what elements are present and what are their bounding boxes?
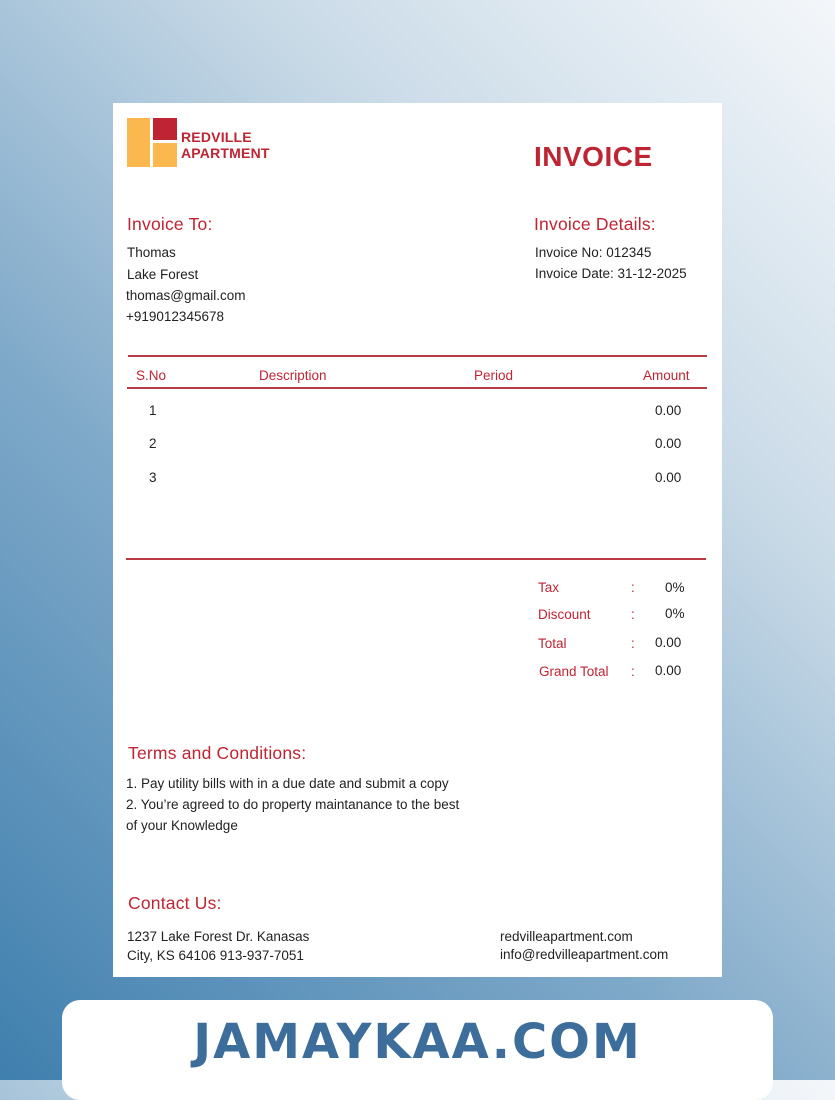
col-header-sno: S.No — [136, 368, 167, 383]
grand-total-label: Grand Total — [539, 664, 609, 679]
watermark-banner — [62, 1000, 773, 1100]
discount-separator: : — [631, 607, 635, 622]
contact-email: info@redvilleapartment.com — [500, 947, 669, 962]
col-header-amount: Amount — [643, 368, 690, 383]
tax-separator: : — [631, 580, 635, 595]
row-3-sno: 3 — [149, 470, 157, 485]
table-header-rule — [127, 387, 707, 389]
invoice-sheet — [113, 103, 722, 977]
contact-heading: Contact Us: — [128, 893, 222, 913]
invoice-to-heading: Invoice To: — [127, 214, 213, 234]
discount-label: Discount — [538, 607, 591, 622]
total-separator: : — [631, 636, 635, 651]
customer-name: Thomas — [127, 245, 176, 260]
brand-line-2: APARTMENT — [181, 145, 270, 161]
invoice-date: Invoice Date: 31-12-2025 — [535, 266, 687, 281]
terms-line-2-continued: of your Knowledge — [126, 818, 238, 833]
row-1-sno: 1 — [149, 403, 157, 418]
tax-value: 0% — [665, 580, 685, 595]
brand-name — [181, 129, 270, 161]
row-3-amount: 0.00 — [655, 470, 682, 485]
grand-total-value: 0.00 — [655, 663, 682, 678]
contact-website: redvilleapartment.com — [500, 929, 633, 944]
row-1-amount: 0.00 — [655, 403, 682, 418]
logo-mark — [127, 118, 177, 167]
table-bottom-rule — [126, 558, 706, 560]
terms-line-2: 2. You’re agreed to do property maintanance to the best — [126, 797, 460, 812]
terms-heading: Terms and Conditions: — [128, 743, 307, 763]
table-top-rule — [128, 355, 707, 357]
row-2-sno: 2 — [149, 436, 157, 451]
col-header-description: Description — [259, 368, 327, 383]
invoice-details-heading: Invoice Details: — [534, 214, 656, 234]
row-2-amount: 0.00 — [655, 436, 682, 451]
total-value: 0.00 — [655, 635, 682, 650]
grand-total-separator: : — [631, 664, 635, 679]
watermark-text: JAMAYKAA.COM — [193, 1014, 642, 1070]
terms-line-1: 1. Pay utility bills with in a due date and submit a copy — [126, 776, 449, 791]
contact-address-line-2: City, KS 64106 913-937-7051 — [127, 948, 304, 963]
col-header-period: Period — [474, 368, 514, 383]
tax-label: Tax — [538, 580, 560, 595]
contact-address-line-1: 1237 Lake Forest Dr. Kanasas — [127, 929, 310, 944]
customer-email: thomas@gmail.com — [126, 288, 246, 303]
invoice-number: Invoice No: 012345 — [535, 245, 652, 260]
customer-phone: +919012345678 — [126, 309, 224, 324]
discount-value: 0% — [665, 606, 685, 621]
invoice-title: INVOICE — [534, 141, 653, 172]
brand-line-1: REDVILLE — [181, 129, 252, 145]
customer-address: Lake Forest — [127, 267, 199, 282]
total-label: Total — [538, 636, 567, 651]
